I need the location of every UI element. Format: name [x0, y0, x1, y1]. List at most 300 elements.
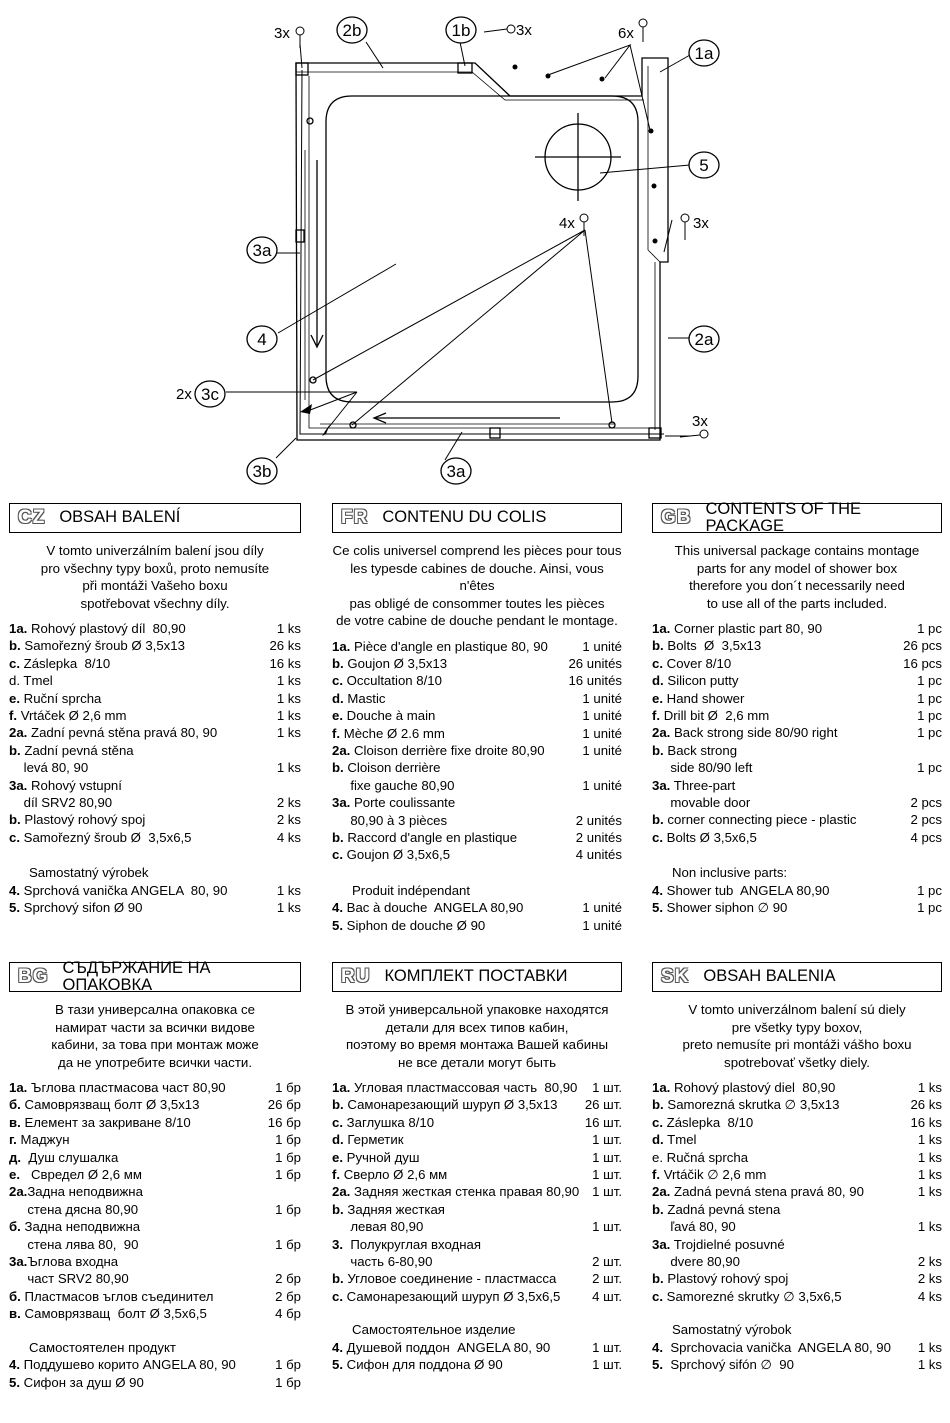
- parts-list: [332, 1079, 622, 1305]
- part-qty: 1 шт.: [592, 1357, 622, 1373]
- intro-line: V tomto univerzálním balení jsou díly: [46, 543, 264, 558]
- part-name: Сверло Ø 2,6 мм: [340, 1167, 448, 1183]
- section-header: [332, 962, 622, 992]
- part-qty: 16 ks: [910, 1114, 942, 1130]
- part-name: Ручной душ: [343, 1149, 420, 1165]
- part-key: c.: [9, 655, 20, 671]
- part-qty: 2 шт.: [592, 1254, 622, 1270]
- part-name: Záslepka 8/10: [20, 655, 111, 671]
- part-name: Ručná sprcha: [663, 1149, 749, 1165]
- part-key: 2a.: [332, 1184, 351, 1200]
- intro-line: spotřebovat všechny díly.: [80, 595, 230, 611]
- part-qty: 4 ks: [276, 829, 301, 845]
- part-qty: 4 ks: [917, 1288, 942, 1304]
- part-key: e.: [332, 708, 343, 724]
- part-qty: 1 шт.: [592, 1149, 622, 1165]
- part-row: [9, 1288, 301, 1305]
- intro-line: не все детали могут быть: [397, 1054, 557, 1070]
- part-qty: 1 ks: [917, 1184, 942, 1200]
- part-key: e.: [9, 690, 20, 706]
- part-name: Vrtáčik ∅ 2,6 mm: [660, 1167, 767, 1183]
- part-row: [332, 638, 622, 655]
- part-qty: 26 unités: [568, 655, 622, 671]
- intro-line: намират части за всички видове: [55, 1019, 255, 1035]
- part-qty: 2 бр: [275, 1271, 301, 1287]
- part-row: [332, 1166, 622, 1183]
- part-name: Заглушка 8/10: [343, 1114, 435, 1130]
- part-row: [9, 1183, 301, 1200]
- part-key: e.: [332, 1149, 343, 1165]
- part-row: [652, 1236, 942, 1253]
- part-name: Back strong side 80/90 right: [670, 725, 838, 741]
- part-name: levá 80, 90: [9, 760, 89, 776]
- part-row: [652, 672, 942, 689]
- part-key: б.: [9, 1219, 21, 1235]
- part-qty: 1 unité: [582, 690, 622, 706]
- part-qty: 16 бр: [267, 1114, 301, 1130]
- part-name: Задна неподвижна: [20, 1219, 141, 1235]
- part-key: 1a.: [652, 621, 671, 636]
- part-qty: 1 unité: [582, 708, 622, 724]
- part-key: d.: [332, 690, 344, 706]
- part-qty: 2 ks: [276, 812, 301, 828]
- intro-line: pas obligé de consommer toutes les pièces: [349, 595, 605, 611]
- part-row: [332, 672, 622, 689]
- part-qty: 1 бр: [275, 1374, 301, 1390]
- extra-part-row: [9, 1356, 301, 1373]
- callout-2b: 2b: [342, 21, 362, 40]
- part-name: Sprchovacia vanička ANGELA 80, 90: [663, 1339, 891, 1355]
- intro-line: кабини, за това при монтаж може: [51, 1037, 259, 1052]
- part-name: Goujon Ø 3,5x13: [343, 655, 448, 671]
- callout-4: 4: [257, 330, 267, 349]
- part-key: f.: [332, 725, 341, 741]
- part-row: [332, 777, 622, 794]
- part-qty: 1 pc: [917, 725, 942, 741]
- part-name: Tmel: [20, 673, 53, 689]
- part-key: 2а.: [9, 1184, 28, 1200]
- part-name: стена дясна 80,90: [9, 1201, 139, 1217]
- part-name: Siphon de douche Ø 90: [343, 917, 486, 933]
- part-key: в.: [9, 1114, 21, 1130]
- part-row: [652, 1288, 942, 1305]
- intro-line: při montáži Vašeho boxu: [82, 578, 228, 593]
- part-name: Bac à douche ANGELA 80,90: [343, 900, 524, 916]
- part-name: Pièce d'angle en plastique 80, 90: [350, 638, 548, 654]
- section-title: CONTENU DU COLIS: [382, 508, 547, 527]
- part-qty: 26 pcs: [903, 638, 942, 654]
- part-row: [652, 1114, 942, 1131]
- part-qty: 1 ks: [917, 1149, 942, 1165]
- section-intro: [652, 1001, 942, 1071]
- extra-part-row: [332, 917, 622, 934]
- screw-icon: [484, 25, 515, 33]
- part-row: [332, 1114, 622, 1131]
- extra-part-row: [9, 1374, 301, 1391]
- part-qty: 1 unité: [582, 900, 622, 916]
- part-row: [332, 1183, 622, 1200]
- part-row: [652, 707, 942, 724]
- part-key: b.: [332, 1097, 344, 1113]
- section-intro: [332, 542, 622, 630]
- part-row: [9, 1114, 301, 1131]
- part-name: Goujon Ø 3,5x6,5: [343, 847, 451, 863]
- part-key: 4.: [332, 900, 343, 916]
- part-qty: 4 бр: [275, 1306, 301, 1322]
- part-name: Самоврязващ болт Ø 3,5x6,5: [20, 1306, 207, 1322]
- part-name: Mastic: [343, 690, 386, 706]
- part-row: [652, 724, 942, 741]
- part-qty: 1 бр: [275, 1080, 301, 1095]
- part-row: [332, 1288, 622, 1305]
- part-key: d.: [652, 1132, 664, 1148]
- outer-frame: [296, 58, 668, 440]
- parts-list: [9, 620, 301, 846]
- section-intro: [9, 542, 301, 612]
- part-row: [332, 690, 622, 707]
- section-title: OBSAH BALENIA: [703, 967, 836, 986]
- part-row: [9, 1305, 301, 1322]
- part-name: Bolts Ø 3,5x13: [663, 638, 762, 654]
- section-header: [332, 503, 622, 533]
- part-row: [9, 690, 301, 707]
- part-name: Back strong: [663, 742, 738, 758]
- part-row: [652, 742, 942, 759]
- part-name: Sprchový sifon Ø 90: [20, 900, 143, 916]
- part-row: [9, 672, 301, 689]
- section-header: [9, 503, 301, 533]
- part-name: Угловое соединение - пластмасса: [343, 1271, 557, 1287]
- part-qty: 26 бр: [267, 1097, 301, 1113]
- part-name: Rohový plastový diel 80,90: [670, 1080, 836, 1095]
- part-name: Задна неподвижна: [27, 1184, 143, 1200]
- part-row: [652, 1079, 942, 1096]
- part-qty: 1 unité: [582, 638, 622, 654]
- part-row: [652, 777, 942, 794]
- part-row: [652, 620, 942, 637]
- part-key: 3.: [332, 1236, 343, 1252]
- part-qty: 1 pc: [917, 882, 942, 898]
- part-qty: 1 ks: [917, 1132, 942, 1148]
- part-row: [9, 794, 301, 811]
- callout-3b: 3b: [252, 462, 272, 481]
- part-key: 4.: [652, 1339, 663, 1355]
- part-qty: 1 pc: [917, 673, 942, 689]
- parts-list: [652, 620, 942, 846]
- part-qty: 1 ks: [917, 1357, 942, 1373]
- part-qty: 1 бр: [275, 1201, 301, 1217]
- part-qty: 16 unités: [568, 673, 622, 689]
- part-qty: 1 ks: [276, 690, 301, 706]
- extra-label: Produit indépendant: [352, 882, 471, 898]
- part-row: [332, 707, 622, 724]
- part-qty: 1 шт.: [592, 1339, 622, 1355]
- part-row: [652, 1166, 942, 1183]
- part-row: [332, 846, 622, 863]
- part-qty: 1 шт.: [592, 1080, 622, 1095]
- intro-line: preto nemusíte pri montáži vášho boxu: [682, 1037, 912, 1052]
- part-name: Самонарезающий шуруп Ø 3,5x13: [343, 1097, 558, 1113]
- part-qty: 2 ks: [917, 1271, 942, 1287]
- part-key: b.: [652, 1097, 664, 1113]
- section-intro: [652, 542, 942, 612]
- part-qty: 16 шт.: [584, 1114, 622, 1130]
- part-qty: 1 pc: [917, 621, 942, 636]
- part-row: [9, 1218, 301, 1235]
- part-name: Raccord d'angle en plastique: [343, 829, 518, 845]
- section-ru: [332, 962, 622, 1374]
- part-row: [332, 759, 622, 776]
- intro-line: therefore you don´t necessarily need: [689, 578, 905, 593]
- part-name: Vrtáček Ø 2,6 mm: [17, 708, 127, 724]
- part-qty: 1 бр: [275, 1236, 301, 1252]
- language-code: CZ: [18, 507, 46, 529]
- part-key: 2a.: [9, 725, 28, 741]
- part-row: [652, 1149, 942, 1166]
- part-row: [332, 829, 622, 846]
- part-name: левая 80,90: [332, 1219, 424, 1235]
- extra-part-row: [652, 1339, 942, 1356]
- part-row: [9, 620, 301, 637]
- part-key: c.: [332, 673, 343, 689]
- part-key: c.: [332, 1288, 343, 1304]
- extra-part-row: [652, 899, 942, 916]
- part-qty: 2 шт.: [592, 1271, 622, 1287]
- section-title: КОМПЛЕКТ ПОСТАВКИ: [384, 967, 568, 986]
- part-row: [652, 690, 942, 707]
- part-row: [9, 1079, 301, 1096]
- part-row: [332, 1096, 622, 1113]
- part-key: 1a.: [9, 1080, 28, 1095]
- part-name: Shower tub ANGELA 80,90: [663, 882, 830, 898]
- part-row: [332, 655, 622, 672]
- parts-list: [332, 638, 622, 864]
- part-row: [652, 1131, 942, 1148]
- intro-line: spotrebovať všetky diely.: [724, 1054, 870, 1070]
- part-name: Ъглова входна: [27, 1254, 119, 1270]
- part-row: [332, 1131, 622, 1148]
- part-key: f.: [9, 708, 18, 724]
- extra-label: Samostatný výrobek: [29, 865, 149, 881]
- shower-assembly-diagram: [0, 0, 950, 490]
- part-name: Záslepka 8/10: [663, 1114, 754, 1130]
- extra-part-row: [332, 899, 622, 916]
- part-key: 1a.: [9, 621, 28, 636]
- part-qty: 2 pcs: [910, 812, 942, 828]
- part-name: Rohový vstupní: [27, 777, 122, 793]
- part-key: b.: [652, 1271, 664, 1287]
- part-row: [9, 1236, 301, 1253]
- part-name: Ruční sprcha: [20, 690, 102, 706]
- intro-line: pre všetky typy boxov,: [731, 1019, 863, 1035]
- part-name: Самонарезающий шуруп Ø 3,5x6,5: [343, 1288, 561, 1304]
- part-name: Bolts Ø 3,5x6,5: [663, 829, 757, 845]
- part-key: в.: [9, 1306, 21, 1322]
- part-row: [332, 1253, 622, 1270]
- part-row: [9, 1131, 301, 1148]
- part-name: Three-part: [670, 777, 736, 793]
- part-key: б.: [9, 1288, 21, 1304]
- part-qty: 1 ks: [917, 1339, 942, 1355]
- extra-label: Samostatný výrobok: [672, 1322, 792, 1338]
- extra-part-row: [9, 899, 301, 916]
- intro-line: детали для всех типов кабин,: [385, 1019, 569, 1035]
- section-cz: [9, 503, 301, 917]
- part-row: [652, 637, 942, 654]
- section-title: СЪДЪРЖАНИЕ НА ОПАКОВКА: [62, 958, 211, 994]
- part-name: Occultation 8/10: [343, 673, 442, 689]
- part-name: fixe gauche 80,90: [332, 777, 455, 793]
- part-key: c.: [652, 1114, 663, 1130]
- part-row: [332, 1218, 622, 1235]
- part-name: Douche à main: [343, 708, 436, 724]
- part-key: d.: [332, 1132, 344, 1148]
- part-row: [332, 1236, 622, 1253]
- part-key: b.: [332, 1201, 344, 1217]
- part-qty: 1 unité: [582, 725, 622, 741]
- part-name: Елемент за закриване 8/10: [20, 1114, 191, 1130]
- intro-line: to use all of the parts included.: [706, 595, 888, 611]
- intro-line: les typesde cabines de douche. Ainsi, vous n'êtes: [350, 560, 604, 593]
- part-name: Угловая пластмассовая часть 80,90: [350, 1080, 578, 1095]
- section-intro: [9, 1001, 301, 1071]
- part-key: 3a.: [332, 795, 351, 811]
- part-row: [9, 777, 301, 794]
- intro-line: В тази универсална опаковка се: [55, 1002, 255, 1017]
- part-qty: 2 бр: [275, 1288, 301, 1304]
- part-key: c.: [332, 847, 343, 863]
- part-qty: 4 шт.: [592, 1288, 622, 1304]
- qty-3c: 2x: [176, 386, 192, 403]
- part-key: 3a.: [652, 777, 671, 793]
- part-key: 3а.: [9, 1254, 28, 1270]
- section-header: [652, 962, 942, 992]
- part-key: b.: [9, 742, 21, 758]
- part-key: 5.: [652, 1357, 663, 1373]
- part-row: [652, 794, 942, 811]
- intro-line: поэтому во время монтажа Вашей кабины: [345, 1037, 609, 1052]
- qty-right-mid: 3x: [693, 215, 709, 232]
- part-key: 2a.: [652, 725, 671, 741]
- part-key: b.: [652, 742, 664, 758]
- section-title: OBSAH BALENÍ: [59, 508, 181, 527]
- part-key: c.: [652, 1288, 663, 1304]
- part-key: 5.: [9, 900, 20, 916]
- extra-part-row: [332, 1339, 622, 1356]
- qty-center: 4x: [559, 215, 575, 232]
- part-key: b.: [652, 638, 664, 654]
- callout-2a: 2a: [694, 330, 714, 349]
- part-name: 80,90 à 3 pièces: [332, 812, 448, 828]
- part-name: ľavá 80, 90: [652, 1219, 736, 1235]
- part-key: d.: [652, 673, 664, 689]
- part-qty: 4 unités: [575, 847, 622, 863]
- part-qty: 2 unités: [575, 829, 622, 845]
- part-name: Пластмасов ъглов съединител: [20, 1288, 214, 1304]
- parts-list: [9, 1079, 301, 1323]
- part-name: Mèche Ø 2.6 mm: [340, 725, 445, 741]
- part-name: Ъглова пластмасова част 80,90: [27, 1080, 226, 1095]
- section-header: [9, 958, 301, 994]
- part-row: [652, 759, 942, 776]
- part-row: [9, 1201, 301, 1218]
- part-name: Zadná pevná stena pravá 80, 90: [670, 1184, 864, 1200]
- part-qty: 1 ks: [917, 1167, 942, 1183]
- part-key: 1a.: [332, 1080, 351, 1095]
- part-row: [9, 1166, 301, 1183]
- part-row: [652, 1096, 942, 1113]
- part-qty: 26 шт.: [584, 1097, 622, 1113]
- part-key: б.: [9, 1097, 21, 1113]
- part-key: f.: [332, 1167, 341, 1183]
- part-key: 2a.: [332, 742, 351, 758]
- part-row: [652, 811, 942, 828]
- part-key: 4.: [9, 1357, 20, 1373]
- part-key: c.: [9, 829, 20, 845]
- part-name: Свредел Ø 2,6 мм: [20, 1167, 142, 1183]
- part-row: [9, 829, 301, 846]
- part-name: Samořezný šroub Ø 3,5x13: [20, 638, 185, 654]
- extra-part-row: [652, 1356, 942, 1373]
- part-name: Plastový rohový spoj: [20, 812, 146, 828]
- part-qty: 1 ks: [276, 900, 301, 916]
- part-qty: 1 ks: [276, 882, 301, 898]
- part-row: [332, 742, 622, 759]
- part-key: e.: [652, 1149, 663, 1165]
- part-name: стена лява 80, 90: [9, 1236, 139, 1252]
- extra-part-row: [652, 882, 942, 899]
- section-header: [652, 499, 942, 535]
- part-row: [9, 637, 301, 654]
- part-row: [332, 1149, 622, 1166]
- part-qty: 1 ks: [276, 760, 301, 776]
- part-row: [332, 1201, 622, 1218]
- intro-line: V tomto univerzálnom balení sú diely: [688, 1002, 906, 1017]
- part-row: [9, 1149, 301, 1166]
- part-qty: 1 pc: [917, 690, 942, 706]
- part-name: Samořezný šroub Ø 3,5x6,5: [20, 829, 192, 845]
- part-name: Сифон за душ Ø 90: [20, 1374, 144, 1390]
- part-key: f.: [652, 708, 661, 724]
- part-key: г.: [9, 1132, 17, 1148]
- extra-label: Самостоятелен продукт: [29, 1339, 176, 1355]
- part-row: [652, 1218, 942, 1235]
- part-key: c.: [652, 655, 663, 671]
- part-row: [9, 759, 301, 776]
- extra-label: Non inclusive parts:: [672, 865, 788, 881]
- part-name: часть 6-80,90: [332, 1254, 433, 1270]
- part-qty: 1 unité: [582, 742, 622, 758]
- qty-1b: 3x: [516, 22, 532, 39]
- part-key: 5.: [332, 1357, 343, 1373]
- part-key: д.: [9, 1149, 22, 1165]
- part-qty: 1 бр: [275, 1149, 301, 1165]
- part-row: [332, 794, 622, 811]
- part-qty: 1 ks: [276, 725, 301, 741]
- part-key: c.: [652, 829, 663, 845]
- language-code: RU: [341, 966, 371, 988]
- part-qty: 1 шт.: [592, 1184, 622, 1200]
- qty-bottom-right: 3x: [692, 413, 708, 430]
- part-name: Zadní pevná stěna pravá 80, 90: [27, 725, 218, 741]
- part-key: 4.: [9, 882, 20, 898]
- part-name: Sprchový sifón ∅ 90: [663, 1357, 794, 1373]
- extra-part-row: [9, 882, 301, 899]
- part-row: [9, 724, 301, 741]
- part-qty: 1 unité: [582, 917, 622, 933]
- part-name: Душевой поддон ANGELA 80, 90: [343, 1339, 551, 1355]
- part-qty: 1 ks: [276, 621, 301, 636]
